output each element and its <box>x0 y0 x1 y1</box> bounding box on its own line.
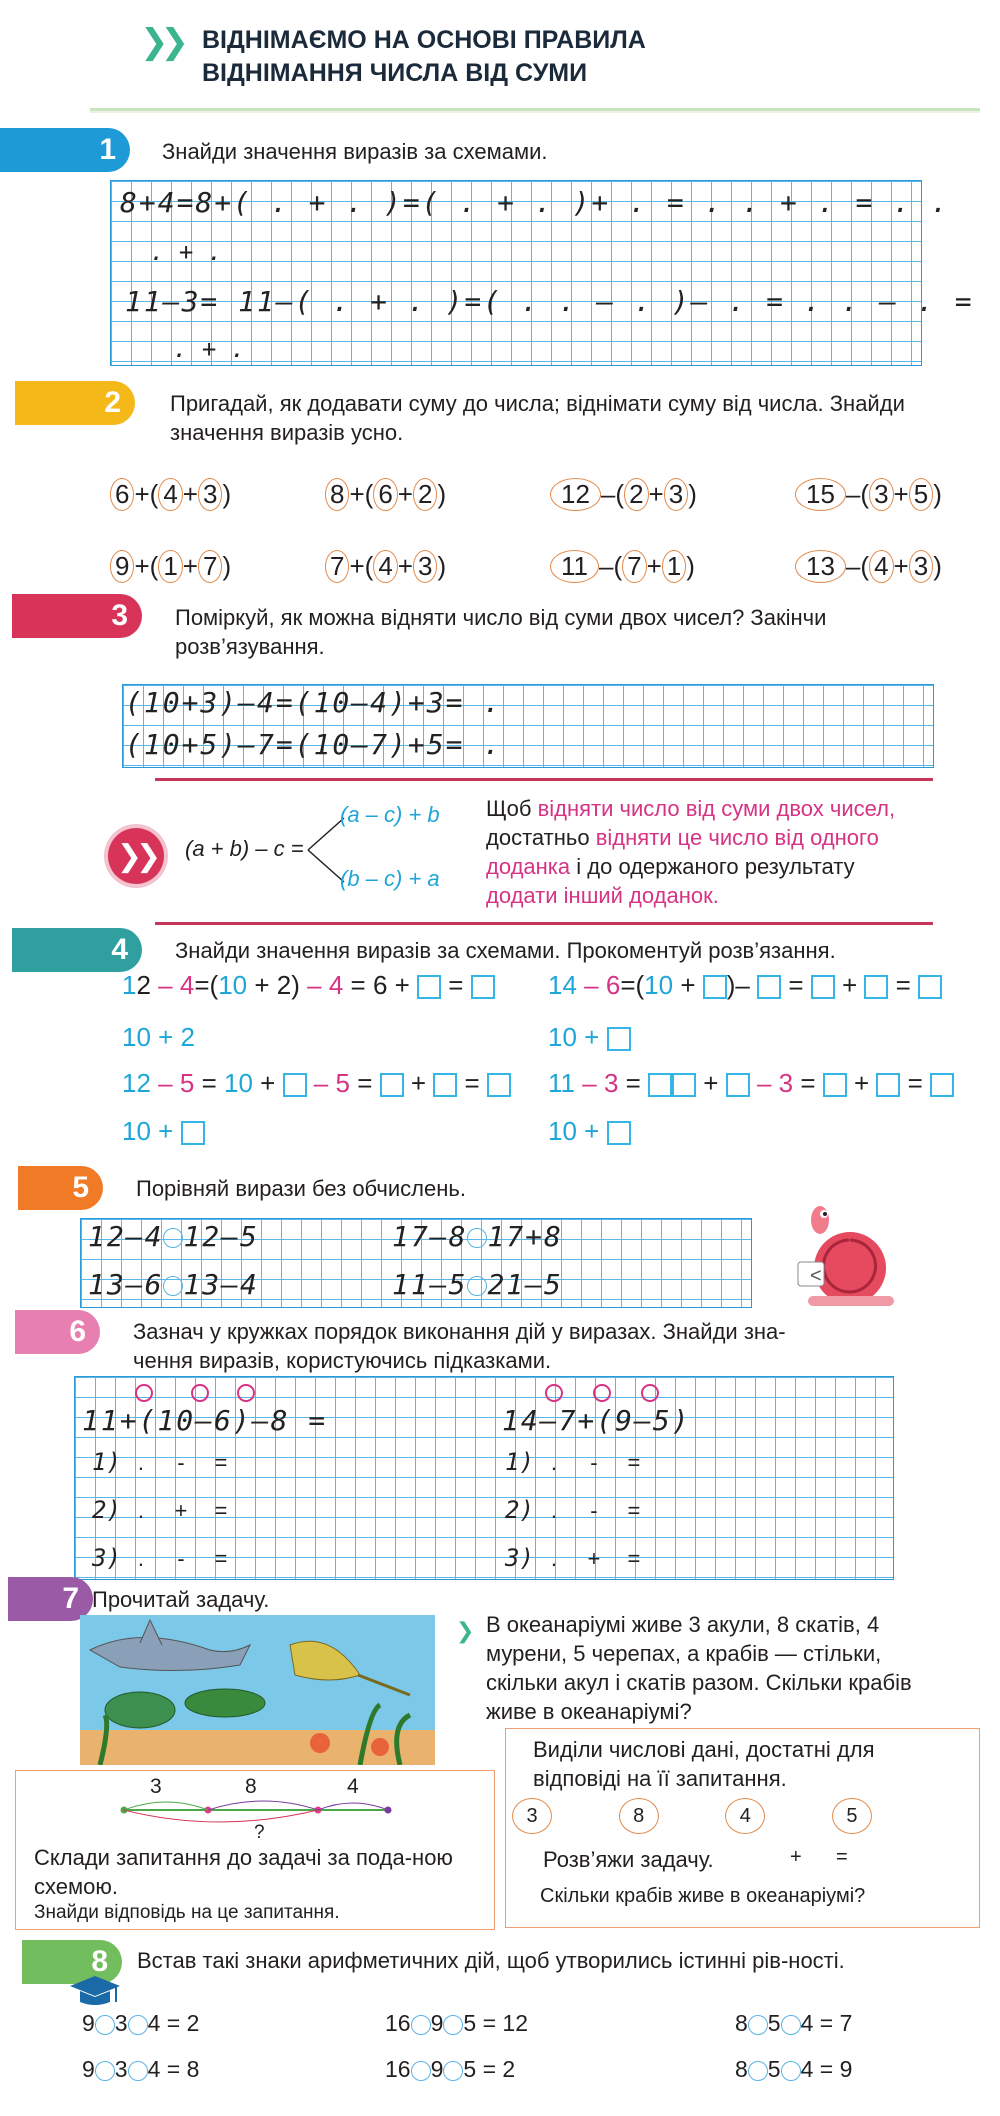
t2-second-number: 3 <box>869 478 893 511</box>
sign-circle[interactable] <box>443 2015 463 2035</box>
rule-text-part3: і до одержаного результату <box>570 854 855 879</box>
t4c-10: 10 <box>223 1068 253 1098</box>
task-4-sub-a: 10 + 2 <box>122 1022 196 1052</box>
t4c-minus: – <box>158 1068 173 1098</box>
eq-a: 16 <box>385 2010 411 2036</box>
snail-sign: < <box>810 1265 822 1287</box>
t4b-eq2: = <box>788 970 804 1000</box>
t2-op2: + <box>893 551 909 581</box>
sign-circle[interactable] <box>748 2061 768 2081</box>
t2-op2: + <box>397 479 413 509</box>
rule-text-highlight1: відняти число від суми двох чисел, <box>537 796 896 821</box>
sign-circle[interactable] <box>128 2061 148 2081</box>
task-8-equation: 16 9 5 = 2 <box>385 2056 516 2082</box>
task-5-cmp-2 <box>392 1220 563 1253</box>
step-number: 3) <box>92 1544 121 1572</box>
rule-arrows-icon: ❯❯ <box>108 828 164 884</box>
task-7-solve: Розв’яжи задачу. <box>543 1847 714 1872</box>
eq-result: 7 <box>839 2010 853 2036</box>
t2-first-number: 11 <box>550 550 599 583</box>
aquarium-illustration <box>80 1615 435 1765</box>
task-6-step <box>92 1448 241 1476</box>
eq-b: 5 <box>767 2056 781 2082</box>
task-1-badge <box>0 128 130 172</box>
step-value: . <box>137 1546 144 1571</box>
task-6-text-line2: чення виразів, користуючись підказками. <box>133 1348 552 1373</box>
answer-box[interactable] <box>930 1073 954 1097</box>
task-6-step <box>505 1448 654 1476</box>
t2-third-number: 3 <box>909 550 933 583</box>
rule-formula-bottom: (b – c) + a <box>340 866 440 891</box>
eq-b: 5 <box>767 2010 781 2036</box>
answer-box[interactable] <box>487 1073 511 1097</box>
t4a-2b: 2 <box>276 970 292 1000</box>
task-7-plus: + <box>790 1846 802 1868</box>
step-value: . <box>137 1450 144 1475</box>
t2-first-number: 7 <box>325 550 349 583</box>
task-5-badge <box>18 1166 103 1210</box>
task-2-expression: 15 –( 3 + 5 ) <box>795 478 942 511</box>
task-5-text: Порівняй вирази без обчислень. <box>136 1176 466 1201</box>
t4b-plus2: + <box>842 970 858 1000</box>
eq-b: 3 <box>114 2056 128 2082</box>
step-number: 2) <box>505 1496 534 1524</box>
task-4-expr-d <box>548 1068 954 1099</box>
t2-third-number: 2 <box>413 478 437 511</box>
sign-circle[interactable] <box>411 2015 431 2035</box>
task-6-text <box>133 1317 953 1375</box>
compare-circle[interactable] <box>467 1228 487 1248</box>
rule-text-part1: Щоб <box>486 796 538 821</box>
task-7-equals: = <box>836 1846 848 1868</box>
t2-op1: – <box>599 551 614 581</box>
task-7-select: Виділи числові дані, достатні для відповіді на її запитання. <box>533 1737 875 1791</box>
task-6-number: 6 <box>69 1315 86 1348</box>
order-circles-right <box>545 1384 659 1402</box>
step-number: 2) <box>92 1496 121 1524</box>
t2-second-number: 7 <box>622 550 646 583</box>
t4d-11: 11 <box>548 1068 575 1098</box>
t2-op2: + <box>646 551 662 581</box>
t4d-3b: 3 <box>778 1068 794 1098</box>
task-7-story: В океанаріумі живе 3 акули, 8 скатів, 4 мурени, 5 черепах, а крабів — стільки, скільки акул і скатів разом. Скільки крабів живе в океанаріумі? <box>486 1612 912 1724</box>
t2-second-number: 4 <box>373 550 397 583</box>
answer-box[interactable] <box>471 975 495 999</box>
task-2-expression: 12 –( 2 + 3 ) <box>550 478 697 511</box>
cmp-right: 13–4 <box>183 1268 259 1301</box>
task-7-compose: Склади запитання до задачі за пода-ною схемою. <box>34 1845 453 1899</box>
number-circle[interactable]: 3 <box>512 1798 552 1834</box>
t2-first-number: 12 <box>550 478 601 511</box>
sign-circle[interactable] <box>128 2015 148 2035</box>
answer-box[interactable] <box>607 1027 631 1051</box>
t4a-4: 4 <box>179 970 195 1000</box>
t2-first-number: 8 <box>325 478 349 511</box>
answer-box[interactable] <box>283 1073 307 1097</box>
t2-second-number: 1 <box>158 550 182 583</box>
compare-circle[interactable] <box>163 1276 183 1296</box>
eq-a: 8 <box>735 2010 748 2036</box>
eq-c: 4 <box>800 2010 814 2036</box>
t2-op1: – <box>845 479 861 509</box>
eq-a: 9 <box>82 2056 95 2082</box>
task-1-row2-split: . + . <box>173 335 246 363</box>
task-8-equation: 9 3 4 = 8 <box>82 2056 200 2082</box>
t4a-minus2: – <box>307 970 322 1000</box>
t4d-eq2: = <box>800 1068 816 1098</box>
t4b-plus: + <box>680 970 696 1000</box>
answer-box[interactable] <box>607 1121 631 1145</box>
answer-box[interactable] <box>876 1073 900 1097</box>
task-6-step <box>505 1544 654 1572</box>
cmp-left: 13–6 <box>88 1268 164 1301</box>
cmp-right: 21–5 <box>487 1268 563 1301</box>
t4b-sub-text: 10 + <box>548 1022 600 1052</box>
answer-box[interactable] <box>433 1073 457 1097</box>
task-1-row1: 8+4=8+( . + . )=( . + . )+ . = . . + . = . . <box>120 186 950 219</box>
eq-result: 9 <box>839 2056 853 2082</box>
step-operator: - <box>590 1498 598 1523</box>
task-7-read: Прочитай задачу. <box>92 1587 270 1612</box>
t2-op1: + <box>349 479 365 509</box>
task-8-number: 8 <box>91 1945 108 1978</box>
eq-c: 4 <box>800 2056 814 2082</box>
t2-op1: + <box>349 551 365 581</box>
task-7-story-arrow-icon: ❯ <box>456 1618 475 1643</box>
task-3-badge <box>12 594 142 638</box>
sign-circle[interactable] <box>411 2061 431 2081</box>
task-3-row1: (10+3)–4=(10–4)+3= . <box>125 686 503 719</box>
step-number: 1) <box>92 1448 121 1476</box>
eq-c: 4 <box>147 2056 161 2082</box>
task-4-badge <box>12 928 142 972</box>
step-operator: - <box>177 1546 185 1571</box>
task-5-cmp-3 <box>88 1268 259 1301</box>
compare-circle[interactable] <box>467 1276 487 1296</box>
t2-second-number: 2 <box>624 478 648 511</box>
t4c-sub-text: 10 + <box>122 1116 174 1146</box>
t4d-minus: – <box>582 1068 597 1098</box>
t2-third-number: 3 <box>664 478 688 511</box>
cmp-right: 12–5 <box>183 1220 259 1253</box>
t4d-sub-text: 10 + <box>548 1116 600 1146</box>
task-4-expr-a <box>122 970 495 1001</box>
t4b-eq3: = <box>895 970 911 1000</box>
task-4-expr-b <box>548 970 942 1001</box>
number-circle[interactable]: 4 <box>725 1798 765 1834</box>
t2-op1: + <box>134 479 150 509</box>
t4d-minus2: – <box>756 1068 772 1098</box>
scheme-label-8: 8 <box>245 1775 257 1798</box>
task-7-number: 7 <box>62 1582 79 1615</box>
t4a-minus: – <box>158 970 173 1000</box>
task-7-question: Скільки крабів живе в океанаріумі? <box>540 1885 866 1907</box>
task-6-step <box>505 1496 654 1524</box>
answer-box[interactable] <box>703 975 727 999</box>
sign-circle[interactable] <box>95 2015 115 2035</box>
answer-box[interactable] <box>726 1073 750 1097</box>
task-4-sub-d <box>548 1116 631 1147</box>
task-3-number: 3 <box>111 599 128 632</box>
task-4-sub-c <box>122 1116 205 1147</box>
t2-op2: + <box>648 479 664 509</box>
t2-first-number: 15 <box>795 478 846 511</box>
t2-op1: – <box>845 551 861 581</box>
order-circle[interactable] <box>191 1384 209 1402</box>
eq-b: 9 <box>430 2056 444 2082</box>
step-equals: = <box>214 1546 228 1571</box>
rule-text <box>486 794 916 910</box>
task-8-equation: 9 3 4 = 2 <box>82 2010 200 2036</box>
number-circle[interactable]: 5 <box>832 1798 872 1834</box>
cmp-right: 17+8 <box>487 1220 563 1253</box>
t2-first-number: 6 <box>110 478 134 511</box>
eq-a: 16 <box>385 2056 411 2082</box>
eq-a: 9 <box>82 2010 95 2036</box>
header-arrows-icon: ❯❯ <box>140 23 181 61</box>
t4a-eq: =( <box>194 970 219 1000</box>
task-8-equation: 16 9 5 = 12 <box>385 2010 528 2036</box>
task-1-row2: 11–3= 11–( . + . )=( . . – . )– . = . . – . = <box>125 285 974 318</box>
answer-box[interactable] <box>757 975 781 999</box>
graduation-cap-icon <box>68 1974 122 2008</box>
eq-result: 8 <box>186 2056 200 2082</box>
sign-circle[interactable] <box>748 2015 768 2035</box>
cmp-left: 12–4 <box>88 1220 164 1253</box>
task-2-expression: 11 –( 7 + 1 ) <box>550 550 695 583</box>
answer-box[interactable] <box>380 1073 404 1097</box>
task-5-cmp-1 <box>88 1220 259 1253</box>
step-value: . <box>137 1498 144 1523</box>
task-1-number: 1 <box>99 133 116 166</box>
task-8-text: Встав такі знаки арифметичних дій, щоб утворились істинні рів-ності. <box>137 1948 845 1973</box>
step-operator: + <box>174 1498 188 1523</box>
rule-formula-left-text: (a + b) – c = <box>185 836 304 861</box>
step-equals: = <box>214 1450 228 1475</box>
sign-circle[interactable] <box>781 2061 801 2081</box>
t4d-eq: = <box>625 1068 641 1098</box>
task-2-expression: 8 +( 6 + 2 ) <box>325 478 446 511</box>
t2-second-number: 4 <box>869 550 893 583</box>
page-title <box>202 24 646 90</box>
t2-first-number: 13 <box>795 550 846 583</box>
sign-circle[interactable] <box>95 2061 115 2081</box>
t2-op2: + <box>182 479 198 509</box>
cmp-left: 11–5 <box>392 1268 468 1301</box>
task-3-row2: (10+5)–7=(10–7)+5= . <box>125 728 503 761</box>
step-equals: = <box>627 1546 641 1571</box>
t4a-10: 10 <box>218 970 248 1000</box>
task-4-expr-c <box>122 1068 511 1099</box>
t4b-minus2: )– <box>726 970 750 1000</box>
step-number: 3) <box>505 1544 534 1572</box>
t4c-5: 5 <box>179 1068 195 1098</box>
t4c-12: 12 <box>122 1068 151 1098</box>
t4c-eq: = <box>201 1068 217 1098</box>
rule-text-highlight3: додати інший доданок. <box>486 883 719 908</box>
task-2-badge <box>15 381 135 425</box>
scheme-label-3: 3 <box>150 1775 162 1798</box>
order-circle[interactable] <box>593 1384 611 1402</box>
t4a-eq2: = <box>448 970 464 1000</box>
t4c-plus: + <box>260 1068 276 1098</box>
task-6-right-expr: 14–7+(9–5) <box>502 1404 691 1437</box>
answer-box[interactable] <box>918 975 942 999</box>
order-circle[interactable] <box>641 1384 659 1402</box>
t2-op2: + <box>397 551 413 581</box>
task-1-row1-split: . + . <box>150 238 223 266</box>
t2-op1: + <box>134 551 150 581</box>
task-2-expression: 13 –( 4 + 3 ) <box>795 550 942 583</box>
t4a-4b: 4 <box>328 970 344 1000</box>
eq-result: 2 <box>186 2010 200 2036</box>
eq-b: 9 <box>430 2010 444 2036</box>
task-4-sub-b <box>548 1022 631 1053</box>
task-6-step <box>92 1544 241 1572</box>
t4c-plus2: + <box>410 1068 427 1098</box>
rule-text-part2: достатньо <box>486 825 596 850</box>
step-value: . <box>550 1450 557 1475</box>
eq-c: 4 <box>147 2010 161 2036</box>
sign-circle[interactable] <box>443 2061 463 2081</box>
t4b-10: 10 <box>644 970 674 1000</box>
eq-result: 12 <box>502 2010 528 2036</box>
eq-a: 8 <box>735 2056 748 2082</box>
t2-third-number: 3 <box>413 550 437 583</box>
order-circles-left <box>135 1384 285 1402</box>
rule-top-line <box>155 778 933 781</box>
answer-box[interactable] <box>823 1073 847 1097</box>
t4a-six: = 6 + <box>350 970 410 1000</box>
number-circle[interactable]: 8 <box>619 1798 659 1834</box>
rule-text-highlight2: відняти це число від одного доданка <box>486 825 879 879</box>
t2-first-number: 9 <box>110 550 134 583</box>
task-2-expression: 9 +( 1 + 7 ) <box>110 550 231 583</box>
step-equals: = <box>214 1498 228 1523</box>
t4d-plus2: + <box>854 1068 870 1098</box>
answer-box[interactable] <box>811 975 835 999</box>
t2-third-number: 5 <box>909 478 933 511</box>
task-7-number-circles <box>512 1798 872 1834</box>
t4b-6: 6 <box>605 970 621 1000</box>
task-2-text: Пригадай, як додавати суму до числа; віднімати суму від числа. Знайди значення виразів усно. <box>170 391 905 445</box>
snail-mascot-icon <box>790 1200 900 1310</box>
step-operator: + <box>587 1546 601 1571</box>
task-2-expression: 6 +( 4 + 3 ) <box>110 478 231 511</box>
t4d-3: 3 <box>603 1068 619 1098</box>
task-6-badge <box>15 1310 100 1354</box>
task-3-text: Поміркуй, як можна відняти число від суми двох чисел? Закінчи розв’язування. <box>175 605 827 659</box>
step-value: . <box>550 1546 557 1571</box>
t2-third-number: 1 <box>662 550 686 583</box>
t4b-14: 14 <box>548 970 577 1000</box>
t4c-eq2: = <box>357 1068 373 1098</box>
answer-box[interactable] <box>181 1121 205 1145</box>
task-7-find: Знайди відповідь на це запитання. <box>34 1902 340 1923</box>
order-circle[interactable] <box>237 1384 255 1402</box>
order-circle[interactable] <box>135 1384 153 1402</box>
scheme-label-4: 4 <box>347 1775 359 1798</box>
eq-b: 3 <box>114 2010 128 2036</box>
step-value: . <box>550 1498 557 1523</box>
eq-c: 5 <box>463 2010 477 2036</box>
t4b-minus: – <box>584 970 599 1000</box>
t4c-5b: 5 <box>335 1068 350 1098</box>
t4c-eq3: = <box>464 1068 480 1098</box>
t4d-eq3: = <box>907 1068 923 1098</box>
t4a-1: 1 <box>122 970 137 1000</box>
task-6-text-line1: Зазнач у кружках порядок виконання дій у виразах. Знайди зна- <box>133 1319 786 1344</box>
task-8-equation: 8 5 4 = 7 <box>735 2010 853 2036</box>
cmp-left: 17–8 <box>392 1220 468 1253</box>
order-circle[interactable] <box>545 1384 563 1402</box>
scheme-label-q: ? <box>254 1822 265 1843</box>
answer-box[interactable] <box>648 1073 672 1097</box>
t2-third-number: 7 <box>198 550 222 583</box>
eq-result: 2 <box>502 2056 516 2082</box>
task-4-number: 4 <box>111 933 128 966</box>
t4d-plus: + <box>703 1068 719 1098</box>
t4a-2: 2 <box>136 970 151 1000</box>
rule-formula-left <box>185 836 304 862</box>
t4a-paren: ) <box>291 970 300 1000</box>
t2-op2: + <box>893 479 909 509</box>
t4c-minus2: – <box>313 1068 329 1098</box>
task-6-left-expr: 11+(10–6)–8 = <box>82 1404 328 1437</box>
step-number: 1) <box>505 1448 534 1476</box>
page-title-line2: ВІДНІМАННЯ ЧИСЛА ВІД СУМИ <box>202 59 588 87</box>
step-operator: - <box>590 1450 598 1475</box>
eq-c: 5 <box>463 2056 477 2082</box>
task-8-equation: 8 5 4 = 9 <box>735 2056 853 2082</box>
task-4-text: Знайди значення виразів за схемами. Прокоментуй розв’язання. <box>175 938 836 963</box>
compare-circle[interactable] <box>163 1228 183 1248</box>
answer-box[interactable] <box>864 975 888 999</box>
rule-formula-top: (a – c) + b <box>340 802 440 827</box>
t2-op2: + <box>182 551 198 581</box>
task-5-number: 5 <box>72 1171 89 1204</box>
t2-op1: – <box>600 479 616 509</box>
t2-second-number: 4 <box>158 478 182 511</box>
step-equals: = <box>627 1450 641 1475</box>
sign-circle[interactable] <box>781 2015 801 2035</box>
task-2-expression: 7 +( 4 + 3 ) <box>325 550 446 583</box>
answer-box[interactable] <box>417 975 441 999</box>
t2-second-number: 6 <box>373 478 397 511</box>
t4a-plus: + <box>254 970 270 1000</box>
rule-bottom-line <box>155 922 933 925</box>
task-5-cmp-4 <box>392 1268 563 1301</box>
page-title-line1: ВІДНІМАЄМО НА ОСНОВІ ПРАВИЛА <box>202 26 646 54</box>
task-1-text: Знайди значення виразів за схемами. <box>162 139 548 164</box>
answer-box[interactable] <box>672 1073 696 1097</box>
t2-third-number: 3 <box>198 478 222 511</box>
step-equals: = <box>627 1498 641 1523</box>
task-2-number: 2 <box>104 386 121 419</box>
step-operator: - <box>177 1450 185 1475</box>
task-6-step <box>92 1496 241 1524</box>
t4b-eq: =( <box>620 970 645 1000</box>
